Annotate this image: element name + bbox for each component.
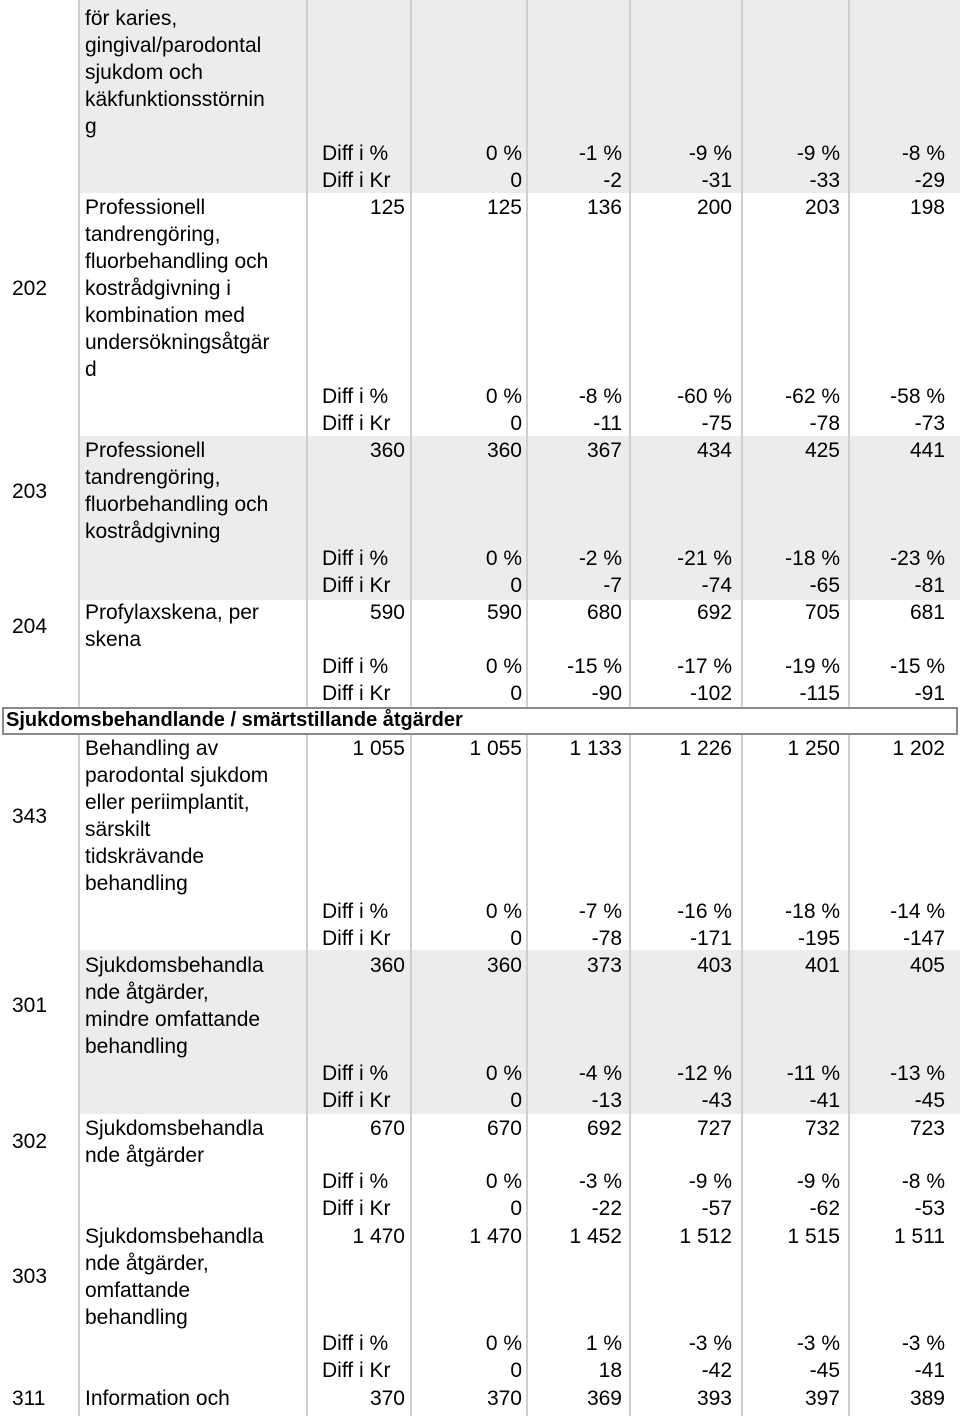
diff-percent-cell: -11 % — [786, 1062, 840, 1085]
diff-kr-cell: -11 — [593, 412, 622, 435]
diff-kr-cell: -57 — [701, 1197, 732, 1220]
price-cell: 590 — [486, 601, 522, 624]
row-description-line: undersökningsåtgär — [85, 331, 270, 354]
price-cell: 203 — [804, 196, 840, 219]
price-cell: 369 — [586, 1387, 622, 1410]
diff-kr-label: Diff i Kr — [322, 169, 391, 192]
diff-percent-cell: -2 % — [578, 547, 622, 570]
row-description-line: kostrådgivning — [85, 520, 221, 543]
diff-kr-cell: -53 — [914, 1197, 945, 1220]
diff-kr-cell: -195 — [797, 927, 840, 950]
diff-percent-cell: 0 % — [485, 385, 522, 408]
price-cell: 200 — [696, 196, 732, 219]
row-code: 204 — [12, 615, 48, 638]
diff-kr-cell: -73 — [914, 412, 945, 435]
row-description-line: Profylaxskena, per — [85, 601, 259, 624]
price-cell: 434 — [696, 439, 732, 462]
row-description-line: Behandling av — [85, 737, 219, 760]
diff-percent-label: Diff i % — [322, 142, 389, 165]
diff-percent-cell: -8 % — [901, 142, 945, 165]
diff-kr-cell: -22 — [591, 1197, 622, 1220]
diff-percent-cell: -4 % — [578, 1062, 622, 1085]
price-cell: 397 — [804, 1387, 840, 1410]
row-description-line: Sjukdomsbehandla — [85, 1225, 264, 1248]
diff-kr-cell: -33 — [809, 169, 840, 192]
diff-kr-label: Diff i Kr — [322, 412, 391, 435]
row-description-line: sjukdom och — [85, 61, 203, 84]
price-cell: 125 — [369, 196, 405, 219]
row-code: 202 — [12, 277, 48, 300]
diff-percent-cell: -15 % — [890, 655, 945, 678]
row-description-line: behandling — [85, 872, 188, 895]
price-cell: 732 — [804, 1117, 840, 1140]
row-description-line: skena — [85, 628, 142, 651]
diff-percent-cell: -19 % — [785, 655, 840, 678]
price-cell: 136 — [586, 196, 622, 219]
row-code: 301 — [12, 994, 48, 1017]
price-cell: 360 — [486, 954, 522, 977]
diff-kr-cell: 0 — [510, 682, 522, 705]
price-cell: 401 — [804, 954, 840, 977]
diff-percent-cell: -3 % — [901, 1332, 945, 1355]
price-cell: 705 — [804, 601, 840, 624]
row-description-line: Sjukdomsbehandla — [85, 954, 264, 977]
diff-percent-cell: 0 % — [485, 655, 522, 678]
diff-percent-cell: -1 % — [578, 142, 622, 165]
diff-percent-cell: 0 % — [485, 1170, 522, 1193]
diff-kr-cell: 0 — [510, 574, 522, 597]
diff-percent-cell: -14 % — [890, 900, 945, 923]
diff-kr-cell: -7 — [603, 574, 622, 597]
diff-percent-cell: -3 % — [796, 1332, 840, 1355]
diff-kr-cell: -102 — [689, 682, 732, 705]
row-description-line: g — [85, 115, 97, 138]
price-cell: 405 — [909, 954, 945, 977]
row-description-line: Professionell — [85, 439, 206, 462]
price-cell: 370 — [486, 1387, 522, 1410]
diff-kr-cell: -81 — [914, 574, 945, 597]
diff-percent-cell: -8 % — [578, 385, 622, 408]
price-cell: 389 — [909, 1387, 945, 1410]
row-description-line: gingival/parodontal — [85, 34, 262, 57]
price-cell: 590 — [369, 601, 405, 624]
diff-kr-label: Diff i Kr — [322, 927, 391, 950]
diff-kr-cell: -171 — [689, 927, 732, 950]
diff-kr-cell: -147 — [902, 927, 945, 950]
diff-percent-cell: -13 % — [890, 1062, 945, 1085]
diff-percent-cell: -17 % — [677, 655, 732, 678]
diff-kr-cell: 18 — [598, 1359, 622, 1382]
diff-kr-cell: -41 — [809, 1089, 840, 1112]
row-description-line: parodontal sjukdom — [85, 764, 269, 787]
row-description-line: Sjukdomsbehandla — [85, 1117, 264, 1140]
diff-kr-cell: 0 — [510, 927, 522, 950]
diff-kr-cell: -45 — [809, 1359, 840, 1382]
price-cell: 1 452 — [569, 1225, 622, 1248]
price-cell: 1 055 — [469, 737, 522, 760]
diff-percent-cell: -18 % — [785, 900, 840, 923]
price-cell: 1 055 — [352, 737, 405, 760]
diff-percent-label: Diff i % — [322, 1170, 389, 1193]
row-description-line: för karies, — [85, 7, 178, 30]
diff-percent-cell: -7 % — [578, 900, 622, 923]
price-cell: 1 202 — [892, 737, 945, 760]
row-description-line: behandling — [85, 1035, 188, 1058]
diff-percent-cell: 0 % — [485, 547, 522, 570]
diff-kr-cell: -62 — [809, 1197, 840, 1220]
diff-kr-label: Diff i Kr — [322, 682, 391, 705]
price-cell: 1 512 — [679, 1225, 732, 1248]
diff-kr-cell: -74 — [701, 574, 732, 597]
row-description-line: nde åtgärder — [85, 1144, 205, 1167]
diff-percent-cell: -15 % — [567, 655, 622, 678]
row-description-line: käkfunktionsstörnin — [85, 88, 265, 111]
price-cell: 670 — [486, 1117, 522, 1140]
price-cell: 360 — [369, 954, 405, 977]
diff-percent-cell: -23 % — [890, 547, 945, 570]
diff-percent-cell: -16 % — [677, 900, 732, 923]
diff-percent-cell: 1 % — [585, 1332, 622, 1355]
row-description-line: mindre omfattande — [85, 1008, 261, 1031]
diff-percent-label: Diff i % — [322, 547, 389, 570]
diff-percent-cell: -12 % — [677, 1062, 732, 1085]
price-cell: 360 — [369, 439, 405, 462]
price-cell: 1 226 — [679, 737, 732, 760]
price-cell: 1 470 — [352, 1225, 405, 1248]
price-cell: 670 — [369, 1117, 405, 1140]
diff-kr-cell: -45 — [914, 1089, 945, 1112]
diff-kr-cell: 0 — [510, 1197, 522, 1220]
diff-kr-cell: -43 — [701, 1089, 732, 1112]
diff-percent-cell: -21 % — [677, 547, 732, 570]
diff-percent-cell: 0 % — [485, 900, 522, 923]
row-code: 343 — [12, 805, 48, 828]
row-description-line: eller periimplantit, — [85, 791, 250, 814]
diff-percent-cell: -9 % — [796, 1170, 840, 1193]
diff-kr-cell: -2 — [603, 169, 622, 192]
price-cell: 681 — [909, 601, 945, 624]
diff-kr-cell: -78 — [591, 927, 622, 950]
price-cell: 393 — [696, 1387, 732, 1410]
price-cell: 125 — [486, 196, 522, 219]
row-description-line: nde åtgärder, — [85, 981, 209, 1004]
row-description-line: tidskrävande — [85, 845, 205, 868]
price-cell: 1 133 — [569, 737, 622, 760]
row-description-line: kombination med — [85, 304, 245, 327]
price-cell: 692 — [586, 1117, 622, 1140]
row-code: 303 — [12, 1265, 48, 1288]
row-code: 302 — [12, 1130, 48, 1153]
row-code: 311 — [12, 1387, 46, 1410]
price-cell: 370 — [369, 1387, 405, 1410]
diff-percent-cell: 0 % — [485, 142, 522, 165]
row-description-line: fluorbehandling och — [85, 250, 269, 273]
price-cell: 198 — [909, 196, 945, 219]
price-cell: 425 — [804, 439, 840, 462]
diff-percent-cell: -60 % — [677, 385, 732, 408]
diff-percent-cell: -3 % — [578, 1170, 622, 1193]
diff-percent-cell: 0 % — [485, 1062, 522, 1085]
row-code: 203 — [12, 480, 48, 503]
row-description-line: kostrådgivning i — [85, 277, 231, 300]
row-description-line: omfattande — [85, 1279, 191, 1302]
row-description-line: nde åtgärder, — [85, 1252, 209, 1275]
diff-kr-cell: 0 — [510, 412, 522, 435]
diff-percent-label: Diff i % — [322, 385, 389, 408]
row-description-line: tandrengöring, — [85, 223, 221, 246]
diff-percent-cell: -9 % — [688, 1170, 732, 1193]
row-description-line: Professionell — [85, 196, 206, 219]
price-cell: 723 — [909, 1117, 945, 1140]
diff-kr-label: Diff i Kr — [322, 1089, 391, 1112]
diff-kr-cell: 0 — [510, 1089, 522, 1112]
price-cell: 373 — [586, 954, 622, 977]
row-description-line: behandling — [85, 1306, 188, 1329]
price-cell: 1 250 — [787, 737, 840, 760]
price-cell: 403 — [696, 954, 732, 977]
price-cell: 727 — [696, 1117, 732, 1140]
diff-kr-label: Diff i Kr — [322, 574, 391, 597]
row-description-line: tandrengöring, — [85, 466, 221, 489]
diff-kr-cell: -115 — [799, 682, 840, 705]
diff-kr-cell: -65 — [809, 574, 840, 597]
diff-percent-cell: -3 % — [688, 1332, 732, 1355]
diff-kr-cell: -78 — [809, 412, 840, 435]
diff-percent-label: Diff i % — [322, 655, 389, 678]
diff-kr-cell: -13 — [591, 1089, 622, 1112]
diff-kr-cell: -91 — [914, 682, 945, 705]
diff-kr-cell: -31 — [701, 169, 732, 192]
diff-percent-label: Diff i % — [322, 1332, 389, 1355]
diff-percent-cell: 0 % — [485, 1332, 522, 1355]
price-cell: 360 — [486, 439, 522, 462]
diff-kr-cell: -41 — [914, 1359, 945, 1382]
row-description-line: Information och — [85, 1387, 230, 1410]
section-title: Sjukdomsbehandlande / smärtstillande åtgärder — [6, 709, 463, 731]
diff-kr-cell: -42 — [701, 1359, 732, 1382]
diff-percent-label: Diff i % — [322, 1062, 389, 1085]
diff-percent-cell: -8 % — [901, 1170, 945, 1193]
diff-kr-cell: 0 — [510, 1359, 522, 1382]
row-description-line: d — [85, 358, 97, 381]
diff-kr-cell: -75 — [701, 412, 732, 435]
price-cell: 1 470 — [469, 1225, 522, 1248]
row-description-line: särskilt — [85, 818, 151, 841]
diff-percent-cell: -9 % — [688, 142, 732, 165]
diff-percent-cell: -58 % — [890, 385, 945, 408]
price-cell: 692 — [696, 601, 732, 624]
price-cell: 441 — [909, 439, 945, 462]
diff-kr-cell: -29 — [914, 169, 945, 192]
price-cell: 367 — [586, 439, 622, 462]
diff-percent-cell: -18 % — [785, 547, 840, 570]
diff-kr-label: Diff i Kr — [322, 1197, 391, 1220]
row-description-line: fluorbehandling och — [85, 493, 269, 516]
diff-kr-cell: 0 — [510, 169, 522, 192]
price-cell: 1 515 — [787, 1225, 840, 1248]
diff-kr-cell: -90 — [591, 682, 622, 705]
diff-percent-label: Diff i % — [322, 900, 389, 923]
diff-percent-cell: -9 % — [796, 142, 840, 165]
diff-percent-cell: -62 % — [785, 385, 840, 408]
price-cell: 680 — [586, 601, 622, 624]
price-cell: 1 511 — [894, 1225, 945, 1248]
diff-kr-label: Diff i Kr — [322, 1359, 391, 1382]
